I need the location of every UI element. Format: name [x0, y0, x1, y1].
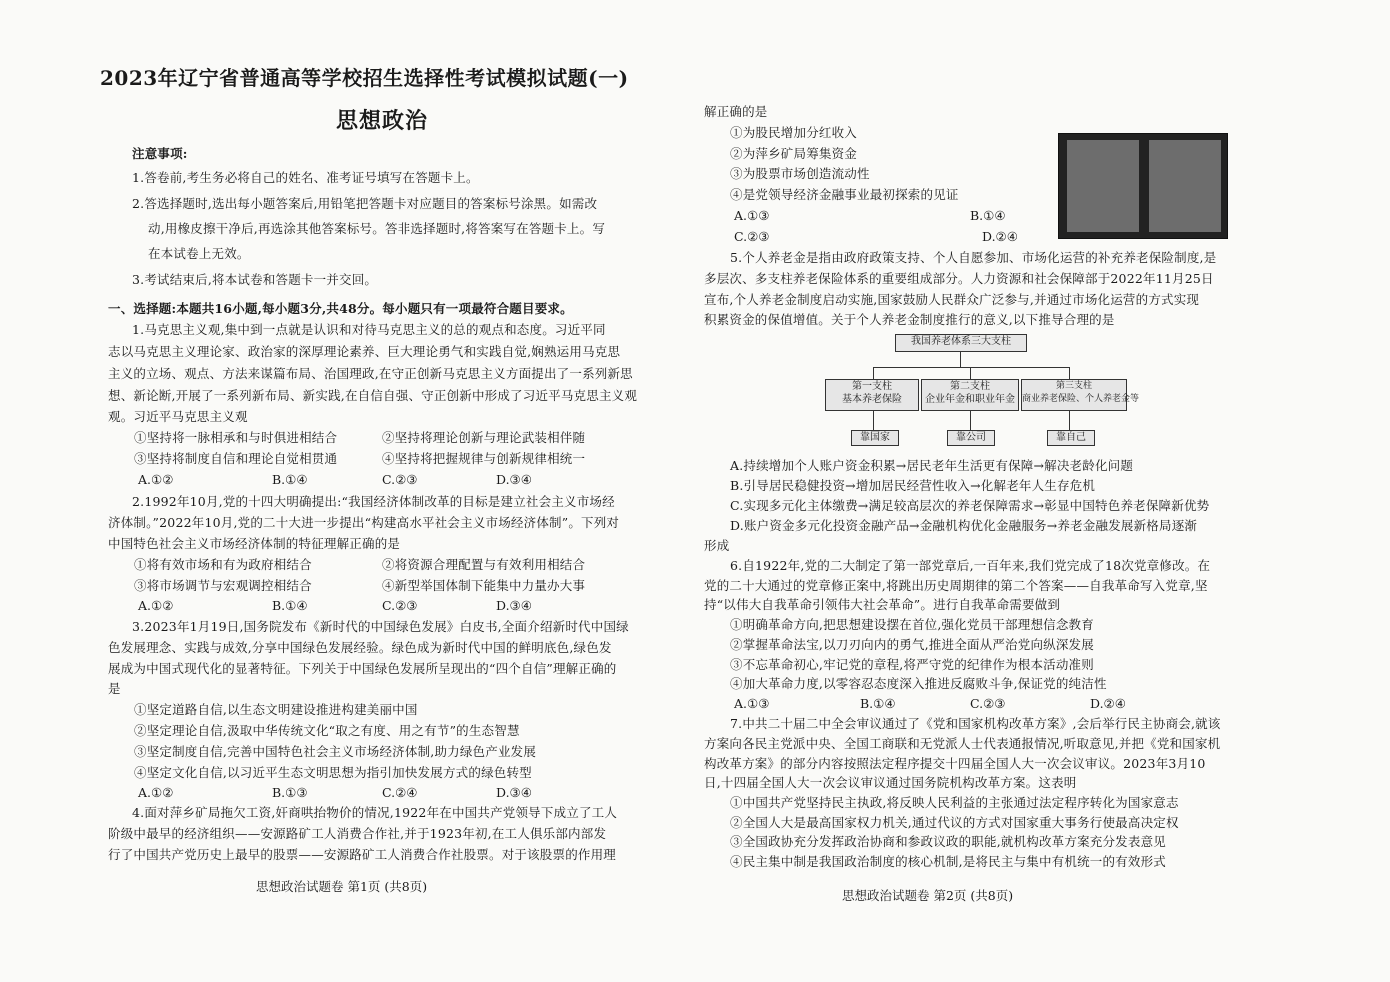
notice-line: 3.考试结束后,将本试卷和答题卡一并交回。 [132, 272, 378, 287]
q6-item: ③不忘革命初心,牢记党的章程,将严守党的纪律作为根本活动准则 [730, 657, 1094, 672]
q5-option-b: B.引导居民稳健投资→增加居民经营性收入→化解老年人生存危机 [730, 478, 1096, 493]
q4-item: ①为股民增加分红收入 [730, 125, 858, 140]
q1-item: ③坚持将制度自信和理论自觉相贯通 [134, 451, 338, 466]
question-5-line: 多层次、多支柱养老保险体系的重要组成部分。人力资源和社会保障部于2022年11月25日 [704, 271, 1214, 286]
pillar-2-leaf: 靠公司 [947, 430, 995, 446]
question-6-line: 6.自1922年,党的二大制定了第一部党章后,一百年来,我们党完成了18次党章修改。在 [730, 558, 1211, 573]
q4-option-b: B.①④ [970, 208, 1006, 223]
pillar-1 [825, 379, 919, 411]
q1-item: ②坚持将理论创新与理论武装相伴随 [382, 430, 586, 445]
q1-option-a: A.①② [138, 472, 174, 487]
notice-line: 2.答选择题时,选出每小题答案后,用铅笔把答题卡对应题目的答案标号涂黑。如需改 [132, 196, 598, 211]
q5-option-c: C.实现多元化主体缴费→满足较高层次的养老保障需求→彰显中国特色养老保障新优势 [730, 498, 1210, 513]
notice-line: 动,用橡皮擦干净后,再选涂其他答案标号。答非选择题时,将答案写在答题卡上。写 [148, 221, 606, 236]
q3-option-b: B.①③ [272, 785, 308, 800]
pillar-3 [1021, 379, 1140, 411]
q2-option-b: B.①④ [272, 598, 308, 613]
question-2-line: 2.1992年10月,党的十四大明确提出:“我国经济体制改革的目标是建立社会主义市场经 [132, 494, 615, 509]
q2-option-d: D.③④ [496, 598, 532, 613]
question-7-line: 构改革方案》的部分内容按照法定程序提交十四届全国人大一次会议审议。2023年3月10 [704, 756, 1206, 771]
q6-item: ①明确革命方向,把思想建设摆在首位,强化党员干部理想信念教育 [730, 617, 1094, 632]
q4-item: ④是党领导经济金融事业最初探索的见证 [730, 187, 959, 202]
q2-item: ②将资源合理配置与有效利用相结合 [382, 557, 586, 572]
pillar-2 [921, 379, 1019, 411]
page-footer: 思想政治试题卷 第1页 (共8页) [256, 879, 428, 894]
q1-item: ④坚持将把握规律与创新规律相统一 [382, 451, 586, 466]
question-4-continued: 解正确的是 [704, 104, 768, 119]
q1-option-b: B.①④ [272, 472, 308, 487]
stock-certificate-photo [1058, 133, 1228, 239]
question-1-line: 1.马克思主义观,集中到一点就是认识和对待马克思主义的总的观点和态度。习近平同 [132, 322, 606, 337]
question-3-line: 是 [108, 681, 121, 696]
q2-option-a: A.①② [138, 598, 174, 613]
diagram-root: 我国养老体系三大支柱 [895, 334, 1027, 352]
question-3-line: 展成为中国式现代化的显著特征。下列关于中国绿色发展所呈现出的“四个自信”理解正确的 [108, 661, 617, 676]
pillar-1-leaf: 靠国家 [851, 430, 899, 446]
section-heading: 一、选择题:本题共16小题,每小题3分,共48分。每小题只有一项最符合题目要求。 [108, 301, 573, 316]
question-5-line: 5.个人养老金是指由政府政策支持、个人自愿参加、市场化运营的补充养老保险制度,是 [730, 250, 1217, 265]
q7-item: ②全国人大是最高国家权力机关,通过代议的方式对国家重大事务行使最高决定权 [730, 815, 1179, 830]
page-footer: 思想政治试题卷 第2页 (共8页) [842, 888, 1014, 903]
q4-option-a: A.①③ [734, 208, 770, 223]
question-4-line: 4.面对萍乡矿局拖欠工资,奸商哄抬物价的情况,1922年在中国共产党领导下成立了工人 [132, 805, 618, 820]
certificate-front [1067, 140, 1139, 232]
question-1-line: 想、新论断,开展了一系列新布局、新实践,在自信自强、守正创新中形成了习近平马克思主义观 [108, 388, 638, 403]
pillar-3-leaf: 靠自己 [1047, 430, 1095, 446]
question-1-line: 观。习近平马克思主义观 [108, 409, 248, 424]
question-2-line: 济体制。”2022年10月,党的二十大进一步提出“构建高水平社会主义市场经济体制”。下列对 [108, 515, 620, 530]
q6-option-c: C.②③ [970, 696, 1006, 711]
pillar-2-name: 第二支柱 [950, 381, 990, 392]
connector [970, 410, 971, 430]
q6-item: ②掌握革命法宝,以刀刃向内的勇气,推进全面从严治党向纵深发展 [730, 637, 1094, 652]
q2-item: ①将有效市场和有为政府相结合 [134, 557, 312, 572]
q7-item: ①中国共产党坚持民主执政,将反映人民利益的主张通过法定程序转化为国家意志 [730, 795, 1179, 810]
q5-option-d-cont: 形成 [704, 538, 730, 553]
question-3-line: 色发展理念、实践与成效,分享中国绿色发展经验。绿色成为新时代中国的鲜明底色,绿色发 [108, 640, 612, 655]
connector [873, 410, 874, 430]
connector [873, 367, 1069, 368]
q6-option-a: A.①③ [734, 696, 770, 711]
q6-item: ④加大革命力度,以零容忍态度深入推进反腐败斗争,保证党的纯洁性 [730, 676, 1107, 691]
pillar-1-desc: 基本养老保险 [842, 394, 902, 405]
connector [1069, 410, 1070, 430]
question-3-line: 3.2023年1月19日,国务院发布《新时代的中国绿色发展》白皮书,全面介绍新时代中国绿 [132, 619, 629, 634]
q5-option-a: A.持续增加个人账户资金积累→居民老年生活更有保障→解决老龄化问题 [730, 458, 1134, 473]
connector [1069, 367, 1070, 379]
pillar-2-desc: 企业年金和职业年金 [925, 394, 1015, 405]
subject-title: 思想政治 [336, 108, 429, 134]
notice-heading: 注意事项: [132, 146, 188, 161]
question-2-line: 中国特色社会主义市场经济体制的特征理解正确的是 [108, 536, 401, 551]
q4-option-c: C.②③ [734, 229, 770, 244]
connector [960, 351, 961, 367]
question-5-line: 宣布,个人养老金制度启动实施,国家鼓励人民群众广泛参与,并通过市场化运营的方式实现 [704, 292, 1200, 307]
q1-option-c: C.②③ [382, 472, 418, 487]
question-4-line: 行了中国共产党历史上最早的股票——安源路矿工人消费合作社股票。对于该股票的作用理 [108, 847, 617, 862]
q5-option-d: D.账户资金多元化投资金融产品→金融机构优化金融服务→养老金融发展新格局逐渐 [730, 518, 1198, 533]
q3-item: ②坚定理论自信,汲取中华传统文化“取之有度、用之有节”的生态智慧 [134, 723, 520, 738]
question-6-line: 持“以伟大自我革命引领伟大社会革命”。进行自我革命需要做到 [704, 597, 1061, 612]
pillar-3-desc: 商业养老保险、个人养老金等 [1022, 394, 1140, 404]
q2-option-c: C.②③ [382, 598, 418, 613]
q3-option-d: D.③④ [496, 785, 532, 800]
q6-option-d: D.②④ [1090, 696, 1126, 711]
question-5-line: 积累资金的保值增值。关于个人养老金制度推行的意义,以下推导合理的是 [704, 312, 1115, 327]
q3-option-a: A.①② [138, 785, 174, 800]
question-1-line: 主义的立场、观点、方法来谋篇布局、治国理政,在守正创新马克思主义方面提出了一系列新思 [108, 366, 633, 381]
q4-item: ③为股票市场创造流动性 [730, 166, 870, 181]
notice-line: 1.答卷前,考生务必将自己的姓名、准考证号填写在答题卡上。 [132, 170, 479, 185]
connector [873, 367, 874, 379]
q7-item: ④民主集中制是我国政治制度的核心机制,是将民主与集中有机统一的有效形式 [730, 854, 1166, 869]
question-7-line: 7.中共二十届二中全会审议通过了《党和国家机构改革方案》,会后举行民主协商会,就该 [730, 716, 1221, 731]
connector [970, 367, 971, 379]
question-7-line: 日,十四届全国人大一次会议审议通过国务院机构改革方案。这表明 [704, 775, 1077, 790]
q4-option-d: D.②④ [982, 229, 1018, 244]
notice-line: 在本试卷上无效。 [148, 246, 250, 261]
q3-option-c: C.②④ [382, 785, 418, 800]
q3-item: ③坚定制度自信,完善中国特色社会主义市场经济体制,助力绿色产业发展 [134, 744, 537, 759]
question-6-line: 党的二十大通过的党章修正案中,将跳出历史周期律的第二个答案——自我革命写入党章,坚 [704, 578, 1208, 593]
question-7-line: 方案向各民主党派中央、全国工商联和无党派人士代表通报情况,听取意见,并把《党和国家机 [704, 736, 1221, 751]
q4-item: ②为萍乡矿局筹集资金 [730, 146, 858, 161]
question-4-line: 阶级中最早的经济组织——安源路矿工人消费合作社,并于1923年初,在工人俱乐部内部发 [108, 826, 607, 841]
pillar-1-name: 第一支柱 [852, 381, 892, 392]
q3-item: ④坚定文化自信,以习近平生态文明思想为指引加快发展方式的绿色转型 [134, 765, 532, 780]
pillar-3-name: 第三支柱 [1055, 381, 1092, 391]
q2-item: ④新型举国体制下能集中力量办大事 [382, 578, 586, 593]
certificate-back [1149, 140, 1221, 232]
q3-item: ①坚定道路自信,以生态文明建设推进构建美丽中国 [134, 702, 418, 717]
q1-option-d: D.③④ [496, 472, 532, 487]
pension-system-diagram [825, 334, 1140, 449]
q6-option-b: B.①④ [860, 696, 896, 711]
q7-item: ③全国政协充分发挥政治协商和参政议政的职能,就机构改革方案充分发表意见 [730, 834, 1166, 849]
q1-item: ①坚持将一脉相承和与时俱进相结合 [134, 430, 338, 445]
exam-title: 2023年辽宁省普通高等学校招生选择性考试模拟试题(一) [100, 66, 629, 90]
question-1-line: 志以马克思主义理论家、政治家的深厚理论素养、巨大理论勇气和实践自觉,娴熟运用马克思 [108, 344, 621, 359]
q2-item: ③将市场调节与宏观调控相结合 [134, 578, 312, 593]
